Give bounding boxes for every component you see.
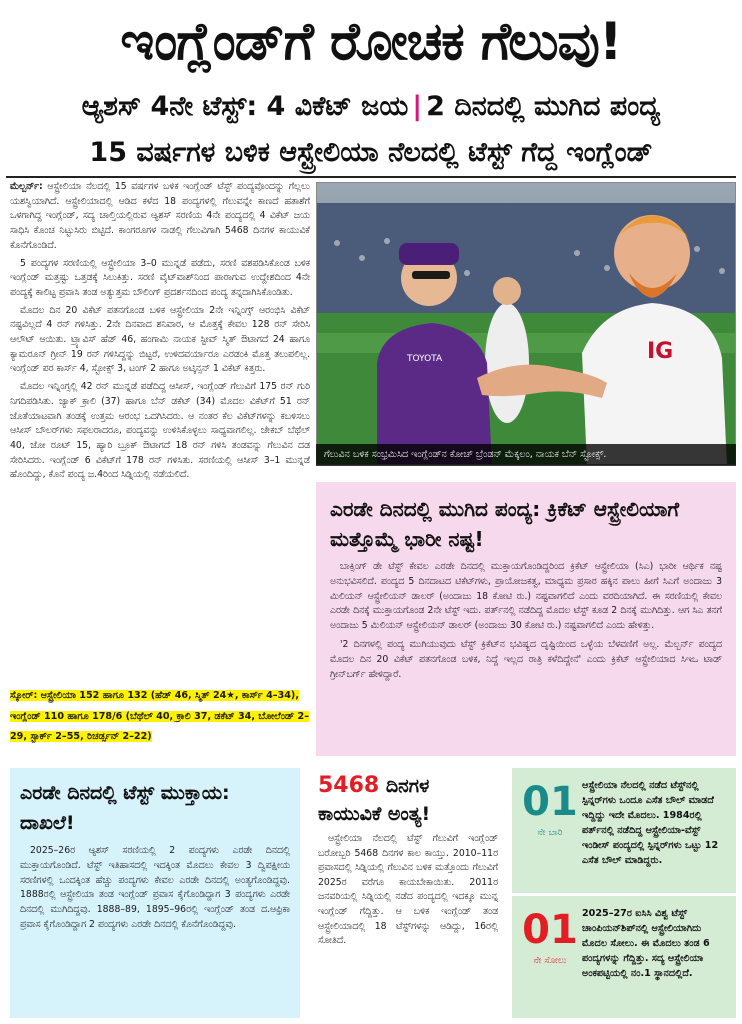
- waiting-days-box: [312, 768, 504, 1018]
- subheadline-right: 2 ದಿನದಲ್ಲಿ ಮುಗಿದ ಪಂದ್ಯ: [426, 91, 661, 122]
- fact-text: ಆಸ್ಟ್ರೇಲಿಯಾ ನೆಲದಲ್ಲಿ ನಡೆದ ಟೆಸ್ಟ್‌ನಲ್ಲಿ ಸ್ಪಿನ್ನರ್‌ಗಳು ಒಂದೂ ಎಸೆತ ಬೌಲ್ ಮಾಡದೆ ಇದ್ದಿದ್ದು ಇದೇ ಮೊದಲು. 1984ರಲ್ಲಿ ಪರ್ತ್‌ನಲ್ಲಿ ನಡೆದಿದ್ದ ಆಸ್ಟ್ರೇಲಿಯಾ-ವೆಸ್ಟ್ ಇಂಡೀಸ್ ಪಂದ್ಯದಲ್ಲಿ ಸ್ಪಿನ್ನರ್‌ಗಳು ಒಟ್ಟು 12 ಎಸೆತ ಬೌಲ್ ಮಾಡಿದ್ದರು.: [582, 780, 719, 866]
- scorecard: [10, 683, 310, 745]
- match-photo: [316, 182, 736, 465]
- story-paragraph: [10, 180, 310, 254]
- main-headline: ಇಂಗ್ಲೆಂಡ್‌ಗೆ ರೋಚಕ ಗೆಲುವು!: [120, 12, 622, 72]
- facts-box: [512, 768, 736, 1018]
- pink-box-title: ಎರಡೇ ದಿನದಲ್ಲಿ ಮುಗಿದ ಪಂದ್ಯ: ಕ್ರಿಕೆಟ್ ಆಸ್ಟ್ರೇಲಿಯಾಗೆ ಮತ್ತೊಮ್ಮೆ ಭಾರೀ ನಷ್ಟ!: [330, 497, 680, 551]
- subheadline-2: 15 ವರ್ಷಗಳ ಬಳಿಕ ಆಸ್ಟ್ರೇಲಿಯಾ ನೆಲದಲ್ಲಿ ಟೆಸ್ಟ್ ಗೆದ್ದ ಇಂಗ್ಲೆಂಡ್: [89, 137, 653, 168]
- story-paragraph-4: ಮೊದಲ ಇನ್ನಿಂಗ್ಸಲ್ಲಿ 42 ರನ್ ಮುನ್ನಡೆ ಪಡೆದಿದ್ದ ಆಸೀಸ್, ಇಂಗ್ಲೆಂಡ್ ಗೆಲುವಿಗೆ 175 ರನ್ ಗುರಿ ನಿಗದಿಪಡಿಸಿತು. ಜ್ಯಾಕ್ ಕ್ರಾಲಿ (37) ಹಾಗೂ ಬೆನ್ ಡಕೆಟ್ (34) ಮೊದಲ ವಿಕೆಟ್‌ಗೆ 51 ರನ್ ಜೊತೆಯಾಟವಾಗಿ ತಂಡಕ್ಕೆ ಉತ್ತಮ ಆರಂಭ ಒದಗಿಸಿದರು. ಆ ನಂತರ ಕೆಲ ವಿಕೆಟ್‌ಗಳನ್ನು ಕಬಳಿಸಲು ಆಸೀಸ್ ಬೌಲರ್‌ಗಳು ಸಫಲರಾದರೂ, ಪಂದ್ಯವನ್ನು ಉಳಿಸಿಕೊಳ್ಳಲು ಸಾಧ್ಯವಾಗಲಿಲ್ಲ. ಜೇಕಬ್ ಬೆಥೆಲ್ 40, ಜೋ ರೂಟ್ 15, ಹ್ಯಾರಿ ಬ್ರೂಕ್ ಔಟಾಗದೆ 18 ರನ್ ಗಳಿಸಿ ತಂಡವನ್ನು ಗೆಲುವಿನ ದಡ ಸೇರಿಸಿದರು. ಇಂಗ್ಲೆಂಡ್ 6 ವಿಕೆಟ್‌ಗೆ 178 ರನ್ ಗಳಿಸಿತು. ಸರಣಿಯಲ್ಲಿ ಆಸೀಸ್ 3–1 ಮುನ್ನಡೆ ಹೊಂದಿದ್ದು, ಕೊನೆ ಪಂದ್ಯ ಜ.4ರಿಂದ ಸಿಡ್ನಿಯಲ್ಲಿ ನಡೆಯಲಿದೆ.: [10, 381, 310, 481]
- fact-number: 01: [522, 907, 578, 953]
- mid-box-paragraph: ಆಸ್ಟ್ರೇಲಿಯಾ ನೆಲದಲ್ಲಿ ಟೆಸ್ಟ್ ಗೆಲುವಿಗೆ ಇಂಗ್ಲೆಂಡ್ ಬರೋಬ್ಬರಿ 5468 ದಿನಗಳ ಕಾಲ ಕಾಯ್ತು. 2010–11ರ ಪ್ರವಾಸದಲ್ಲಿ ಸಿಡ್ನಿಯಲ್ಲಿ ಗೆಲುವಿನ ಬಳಿಕ ಮತ್ತೊಂದು ಗೆಲುವಿಗೆ 2025ರ ವರೆಗೂ ಕಾಯಬೇಕಾಯಿತು. 2011ರ ಜನವರಿಯಲ್ಲಿ ಸಿಡ್ನಿಯಲ್ಲಿ ನಡೆದ ಪಂದ್ಯದಲ್ಲಿ ಇದಕ್ಕೂ ಮುನ್ನ ಇಂಗ್ಲೆಂಡ್ ಗೆದ್ದಿತ್ತು. ಆ ಬಳಿಕ ಇಂಗ್ಲೆಂಡ್ ತಂಡ ಆಸ್ಟ್ರೇಲಿಯಾದಲ್ಲಿ 18 ಟೆಸ್ಟ್‌ಗಳನ್ನು ಆಡಿದ್ದು, 16ರಲ್ಲಿ ಸೋತಿದೆ.: [318, 833, 498, 947]
- subheadline-1: [6, 86, 736, 128]
- fact-item: [512, 768, 736, 893]
- subheadline-left: ಆ್ಯಶಸ್ 4ನೇ ಟೆಸ್ಟ್: 4 ವಿಕೆಟ್ ಜಯ: [81, 91, 409, 122]
- divider: [6, 176, 736, 178]
- pink-box-paragraph-2: '2 ದಿನಗಳಲ್ಲಿ ಪಂದ್ಯ ಮುಗಿಯುವುದು ಟೆಸ್ಟ್ ಕ್ರಿಕೆಟ್‌ನ ಭವಿಷ್ಯದ ದೃಷ್ಟಿಯಿಂದ ಒಳ್ಳೆಯ ಬೆಳವಣಿಗೆ ಅಲ್ಲ. ಮೆಲ್ಬರ್ನ್ ಪಂದ್ಯದ ಮೊದಲ ದಿನ 20 ವಿಕೆಟ್ ಪತನಗೊಂಡ ಬಳಿಕ, ನಿದ್ದೆ ಇಲ್ಲದ ರಾತ್ರಿ ಕಳೆದಿದ್ದೇನೆ' ಎಂದು ಕ್ರಿಕೆಟ್ ಆಸ್ಟ್ರೇಲಿಯಾದ ಸಿಇಒ ಟಾಡ್ ಗ್ರೀನ್‌ಬರ್ಗ್ ಹೇಳಿದ್ದಾರೆ.: [330, 638, 722, 680]
- fact-item: [512, 893, 736, 1018]
- mid-box-title-text: ದಿನಗಳ ಕಾಯುವಿಕೆ ಅಂತ್ಯ!: [318, 775, 431, 825]
- main-story: [10, 180, 310, 486]
- scorecard-text: ಸ್ಕೋರ್: ಆಸ್ಟ್ರೇಲಿಯಾ 152 ಹಾಗೂ 132 (ಹೆಡ್ 46, ಸ್ಮಿತ್ 24★, ಕಾರ್ಸ್ 4–34), ಇಂಗ್ಲೆಂಡ್ 110 ಹಾಗೂ 178/6 (ಬೆಥೆಲ್ 40, ಕ್ರಾಲಿ 37, ಡಕೆಟ್ 34, ಬೋಲೆಂಡ್ 2–29, ಸ್ಟಾರ್ಕ್ 2–55, ರಿಚರ್ಡ್ಸನ್ 2–22): [10, 690, 310, 742]
- cricket-australia-loss-box: [316, 482, 736, 756]
- two-day-record-box: [10, 768, 300, 1018]
- days-number: 5468: [318, 773, 380, 798]
- story-paragraph-3: ಮೊದಲ ದಿನ 20 ವಿಕೆಟ್ ಪತನಗೊಂಡ ಬಳಿಕ ಆಸ್ಟ್ರೇಲಿಯಾ 2ನೇ ಇನ್ನಿಂಗ್ಸ್ ಆರಂಭಿಸಿ ವಿಕೆಟ್ ನಷ್ಟವಿಲ್ಲದೆ 4 ರನ್ ಗಳಿಸಿತ್ತು. 2ನೇ ದಿನವಾದ ಶನಿವಾರ, ಆ ಮೊತ್ತಕ್ಕೆ ಕೇವಲ 128 ರನ್ ಸೇರಿಸಿ ಆಲೌಟ್ ಆಯಿತು. ಟ್ರ್ಯಾವಿಸ್ ಹೆಡ್ 46, ಹಂಗಾಮಿ ನಾಯಕ ಸ್ಟೀವ್ ಸ್ಮಿತ್ ಔಟಾಗದೆ 24 ಹಾಗೂ ಕ್ಯಾಮರೂನ್ ಗ್ರೀನ್ 19 ರನ್ ಗಳಿಸಿದ್ದನ್ನು ಬಿಟ್ಟರೆ, ಉಳಿದವರ್ಯಾರೂ ಎರಡಂಕಿ ಮೊತ್ತ ತಲುಪಲಿಲ್ಲ. ಇಂಗ್ಲೆಂಡ್ ಪರ ಕಾರ್ಸ್ 4, ಸ್ಟೋಕ್ಸ್ 3, ಟಂಗ್ 2 ಹಾಗೂ ಅಟ್ಕಿನ್ಸನ್ 1 ವಿಕೆಟ್ ಕಿತ್ತರು.: [10, 304, 310, 375]
- fact-label: ನೇ ಸೋಲು: [533, 956, 567, 966]
- story-paragraph-1: ಆಸ್ಟ್ರೇಲಿಯಾ ನೆಲದಲ್ಲಿ 15 ವರ್ಷಗಳ ಬಳಿಕ ಇಂಗ್ಲೆಂಡ್ ಟೆಸ್ಟ್ ಪಂದ್ಯವೊಂದನ್ನು ಗೆಲ್ಲಲು ಯಶಸ್ವಿಯಾಗಿದೆ. ಆಸ್ಟ್ರೇಲಿಯಾದಲ್ಲಿ ಆಡಿದ ಕಳೆದ 18 ಪಂದ್ಯಗಳಲ್ಲಿ ಗೆಲುವನ್ನೇ ಕಾಣದೆ ಹತಾಶೆಗೆ ಒಳಗಾಗಿದ್ದ ಇಂಗ್ಲೆಂಡ್, ಸದ್ಯ ಚಾಲ್ತಿಯಲ್ಲಿರುವ ಆ್ಯಶಸ್ ಸರಣಿಯ 4ನೇ ಪಂದ್ಯದಲ್ಲಿ 4 ವಿಕೆಟ್ ಜಯ ಸಾಧಿಸಿ ಕೊಂಚ ನಿಟ್ಟುಸಿರು ಬಿಟ್ಟಿದೆ. ಕಾಂಗರೂಗಳ ನಾಡಲ್ಲಿ ಗೆಲುವಿಗಾಗಿ 5468 ದಿನಗಳ ಕಾಯುವಿಕೆ ಕೊನೆಗೊಂಡಿದೆ.: [10, 181, 310, 251]
- jersey-text: IG: [647, 339, 674, 364]
- photo-caption: ಗೆಲುವಿನ ಬಳಿಕ ಸಂಭ್ರಮಿಸಿದ ಇಂಗ್ಲೆಂಡ್‌ನ ಕೋಚ್ ಬ್ರೆಂಡನ್ ಮೆಕ್ಕಲಂ, ನಾಯಕ ಬೆನ್ ಸ್ಟೋಕ್ಸ್.: [316, 444, 736, 466]
- dateline: ಮೆಲ್ಬರ್ನ್:: [10, 181, 43, 192]
- fact-number: 01: [522, 779, 578, 825]
- fact-label: ನೇ ಬಾರಿ: [537, 828, 563, 838]
- players-celebration-image: [317, 183, 736, 465]
- pink-box-paragraph-1: ಬಾಕ್ಸಿಂಗ್ ಡೇ ಟೆಸ್ಟ್ ಕೇವಲ ಎರಡೇ ದಿನದಲ್ಲಿ ಮುಕ್ತಾಯಗೊಂಡಿದ್ದರಿಂದ ಕ್ರಿಕೆಟ್ ಆಸ್ಟ್ರೇಲಿಯಾ (ಸಿಎ) ಭಾರೀ ಆರ್ಥಿಕ ನಷ್ಟ ಅನುಭವಿಸಲಿದೆ. ಪಂದ್ಯದ 5 ದಿನದಾಟದ ಟಿಕೆಟ್‌ಗಳು, ಪ್ರಾಯೋಜಕತ್ವ, ಮಾಧ್ಯಮ ಪ್ರಸಾರ ಹಕ್ಕಿನ ಪಾಲು ಹೀಗೆ ಸಿಎಗೆ ಅಂದಾಜು 3 ಮಿಲಿಯನ್ ಆಸ್ಟ್ರೇಲಿಯನ್ ಡಾಲರ್ (ಅಂದಾಜು 18 ಕೋಟಿ ರು.) ನಷ್ಟವಾಗಲಿದೆ ಎಂದು ವರದಿಯಾಗಿದೆ. ಈ ಸರಣಿಯಲ್ಲಿ ಕೇವಲ ಎರಡೇ ದಿನಕ್ಕೆ ಮುಕ್ತಾಯಗೊಂಡ 2ನೇ ಟೆಸ್ಟ್ ಇದು. ಪರ್ತ್‌ನಲ್ಲಿ ನಡೆದಿದ್ದ ಮೊದಲ ಟೆಸ್ಟ್ ಕೂಡ 2 ದಿನಕ್ಕೆ ಮುಗಿದಿತ್ತು. ಆಗ ಸಿಎ ತನಗೆ ಅಂದಾಜು 5 ಮಿಲಿಯನ್ ಆಸ್ಟ್ರೇಲಿಯನ್ ಡಾಲರ್ (ಅಂದಾಜು 30 ಕೋಟಿ ರು.) ನಷ್ಟವಾಗಲಿದೆ ಎಂದು ಹೇಳಿತ್ತು.: [330, 561, 722, 632]
- sponsor-text: TOYOTA: [407, 354, 443, 364]
- fact-text: 2025–27ರ ಐಸಿಸಿ ವಿಶ್ವ ಟೆಸ್ಟ್ ಚಾಂಪಿಯನ್‌ಶಿಪ್‌ನಲ್ಲಿ ಆಸ್ಟ್ರೇಲಿಯಾಗಿದು ಮೊದಲ ಸೋಲು. ಈ ಮೊದಲು ತಂಡ 6 ಪಂದ್ಯಗಳನ್ನು ಗೆದ್ದಿತ್ತು. ಸದ್ಯ ಆಸ್ಟ್ರೇಲಿಯಾ ಅಂಕಪಟ್ಟಿಯಲ್ಲಿ ನಂ.1 ಸ್ಥಾನದಲ್ಲಿದೆ.: [582, 908, 710, 979]
- story-paragraph-2: 5 ಪಂದ್ಯಗಳ ಸರಣಿಯಲ್ಲಿ ಆಸ್ಟ್ರೇಲಿಯಾ 3–0 ಮುನ್ನಡೆ ಪಡೆದು, ಸರಣಿ ವಶಪಡಿಸಿಕೊಂಡ ಬಳಿಕ ಇಂಗ್ಲೆಂಡ್ ಮತ್ತಷ್ಟು ಒತ್ತಡಕ್ಕೆ ಸಿಲುಕಿತ್ತು. ಸರಣಿ ವೈಟ್‌ವಾಶ್‌ನಿಂದ ಪಾರಾಗುವ ಉದ್ದೇಶದಿಂದ 4ನೇ ಪಂದ್ಯಕ್ಕೆ ಕಾಲಿಟ್ಟ ಪ್ರವಾಸಿ ತಂಡ ಅತ್ಯುತ್ತಮ ಬೌಲಿಂಗ್ ಪ್ರದರ್ಶನದಿಂದ ಪಂದ್ಯ ತನ್ನದಾಗಿಸಿಕೊಂಡಿತು.: [10, 257, 310, 298]
- blue-box-paragraph: 2025–26ರ ಆ್ಯಶಸ್ ಸರಣಿಯಲ್ಲಿ 2 ಪಂದ್ಯಗಳು ಎರಡೇ ದಿನದಲ್ಲಿ ಮುಕ್ತಾಯಗೊಂಡಿದೆ. ಟೆಸ್ಟ್ ಇತಿಹಾಸದಲ್ಲಿ ಇದಕ್ಕಿಂತ ಮೊದಲು ಕೇವಲ 3 ದ್ವಿಪಕ್ಷೀಯ ಸರಣಿಗಳಲ್ಲಿ ಒಂದಕ್ಕಿಂತ ಹೆಚ್ಚು ಪಂದ್ಯಗಳು ಕೇವಲ ಎರಡೇ ದಿನದಲ್ಲಿ ಅಂತ್ಯಗೊಂಡಿದ್ದವು. 1888ರಲ್ಲಿ ಆಸ್ಟ್ರೇಲಿಯಾ ತಂಡ ಇಂಗ್ಲೆಂಡ್ ಪ್ರವಾಸ ಕೈಗೊಂಡಿದ್ದಾಗ 3 ಪಂದ್ಯಗಳು ಎರಡೇ ದಿನದಲ್ಲಿ ಮುಗಿದಿದ್ದವು. 1888–89, 1895–96ರಲ್ಲಿ ಇಂಗ್ಲೆಂಡ್ ತಂಡ ದ.ಆಫ್ರಿಕಾ ಪ್ರವಾಸ ಕೈಗೊಂಡಿದ್ದಾಗ 2 ಪಂದ್ಯಗಳು ಎರಡೇ ದಿನದಲ್ಲಿ ಕೊನೆಗೊಂಡಿದ್ದವು.: [20, 845, 290, 930]
- subheadline-separator: |: [412, 91, 423, 122]
- blue-box-title: ಎರಡೇ ದಿನದಲ್ಲಿ ಟೆಸ್ಟ್ ಮುಕ್ತಾಯ: ದಾಖಲೆ!: [20, 782, 230, 834]
- mid-box-title: [318, 772, 498, 828]
